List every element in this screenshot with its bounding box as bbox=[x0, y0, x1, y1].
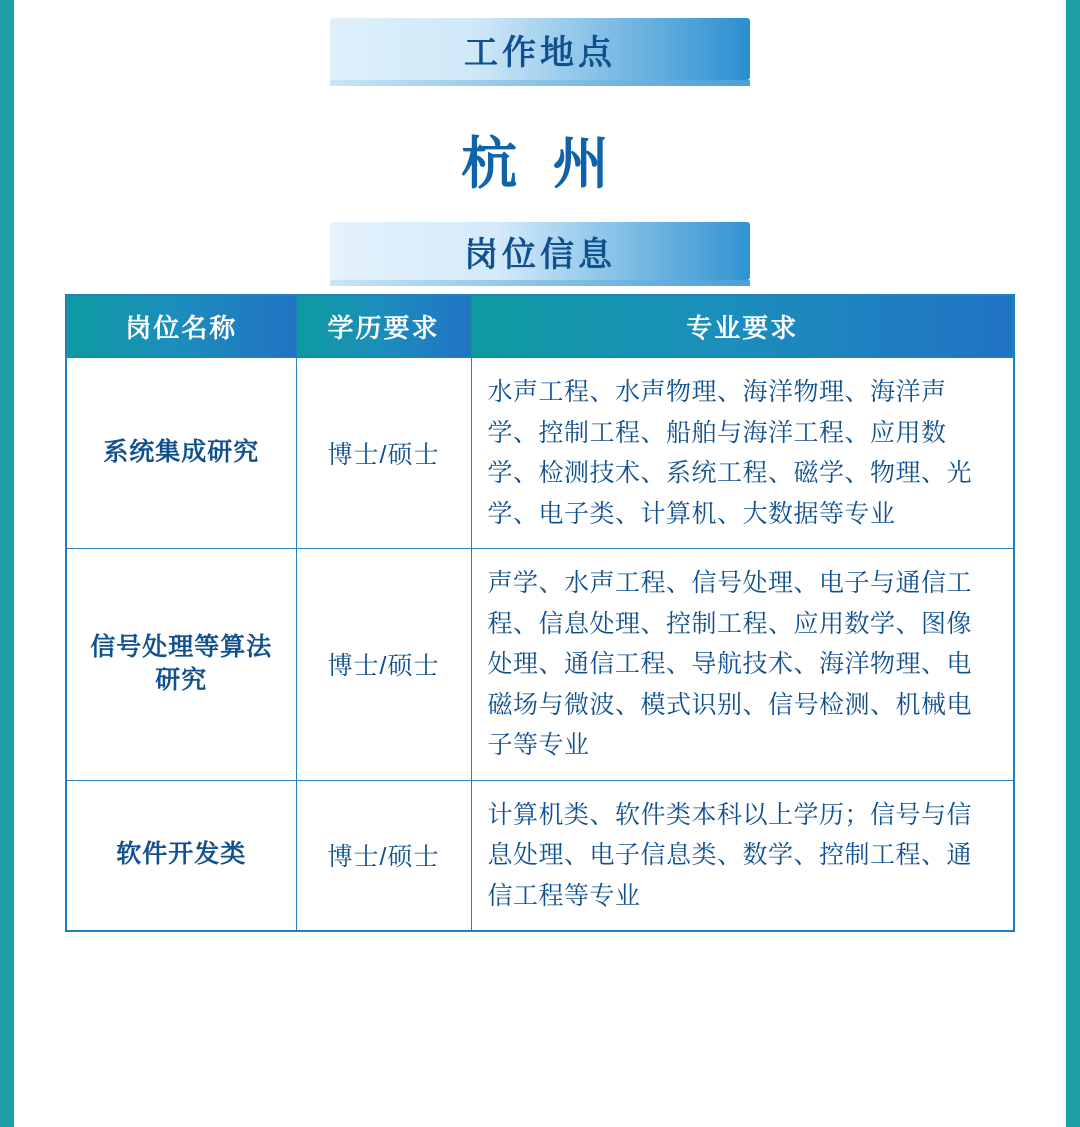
city-name: 杭 州 bbox=[461, 132, 619, 195]
table-row bbox=[66, 358, 1014, 549]
location-banner bbox=[330, 18, 750, 80]
row-major: 计算机类、软件类本科以上学历；信号与信息处理、电子信息类、数学、控制工程、通信工程等专业 bbox=[471, 780, 1014, 931]
row-education: 博士/硕士 bbox=[296, 780, 471, 931]
row-position-title: 信号处理等算法研究 bbox=[66, 549, 296, 781]
jobs-table bbox=[65, 294, 1015, 932]
poster-content bbox=[14, 0, 1066, 1127]
row-major: 水声工程、水声物理、海洋物理、海洋声学、控制工程、船舶与海洋工程、应用数学、检测技术、系统工程、磁学、物理、光学、电子类、计算机、大数据等专业 bbox=[471, 358, 1014, 549]
location-banner-label: 工作地点 bbox=[464, 33, 616, 72]
row-education: 博士/硕士 bbox=[296, 358, 471, 549]
jobs-banner-wrap bbox=[14, 200, 1066, 280]
table-header-position: 岗位名称 bbox=[66, 295, 296, 358]
table-row bbox=[66, 780, 1014, 931]
row-education: 博士/硕士 bbox=[296, 549, 471, 781]
table-row bbox=[66, 549, 1014, 781]
table-header-education: 学历要求 bbox=[296, 295, 471, 358]
jobs-banner bbox=[330, 222, 750, 280]
location-banner-wrap bbox=[14, 0, 1066, 80]
page-border-left bbox=[0, 0, 14, 1127]
jobs-banner-label: 岗位信息 bbox=[464, 235, 616, 274]
row-major: 声学、水声工程、信号处理、电子与通信工程、信息处理、控制工程、应用数学、图像处理、通信工程、导航技术、海洋物理、电磁场与微波、模式识别、信号检测、机械电子等专业 bbox=[471, 549, 1014, 781]
row-position-title: 系统集成研究 bbox=[66, 358, 296, 549]
page-border-right bbox=[1066, 0, 1080, 1127]
table-header-row bbox=[66, 295, 1014, 358]
row-position-title: 软件开发类 bbox=[66, 780, 296, 931]
table-header-major: 专业要求 bbox=[471, 295, 1014, 358]
